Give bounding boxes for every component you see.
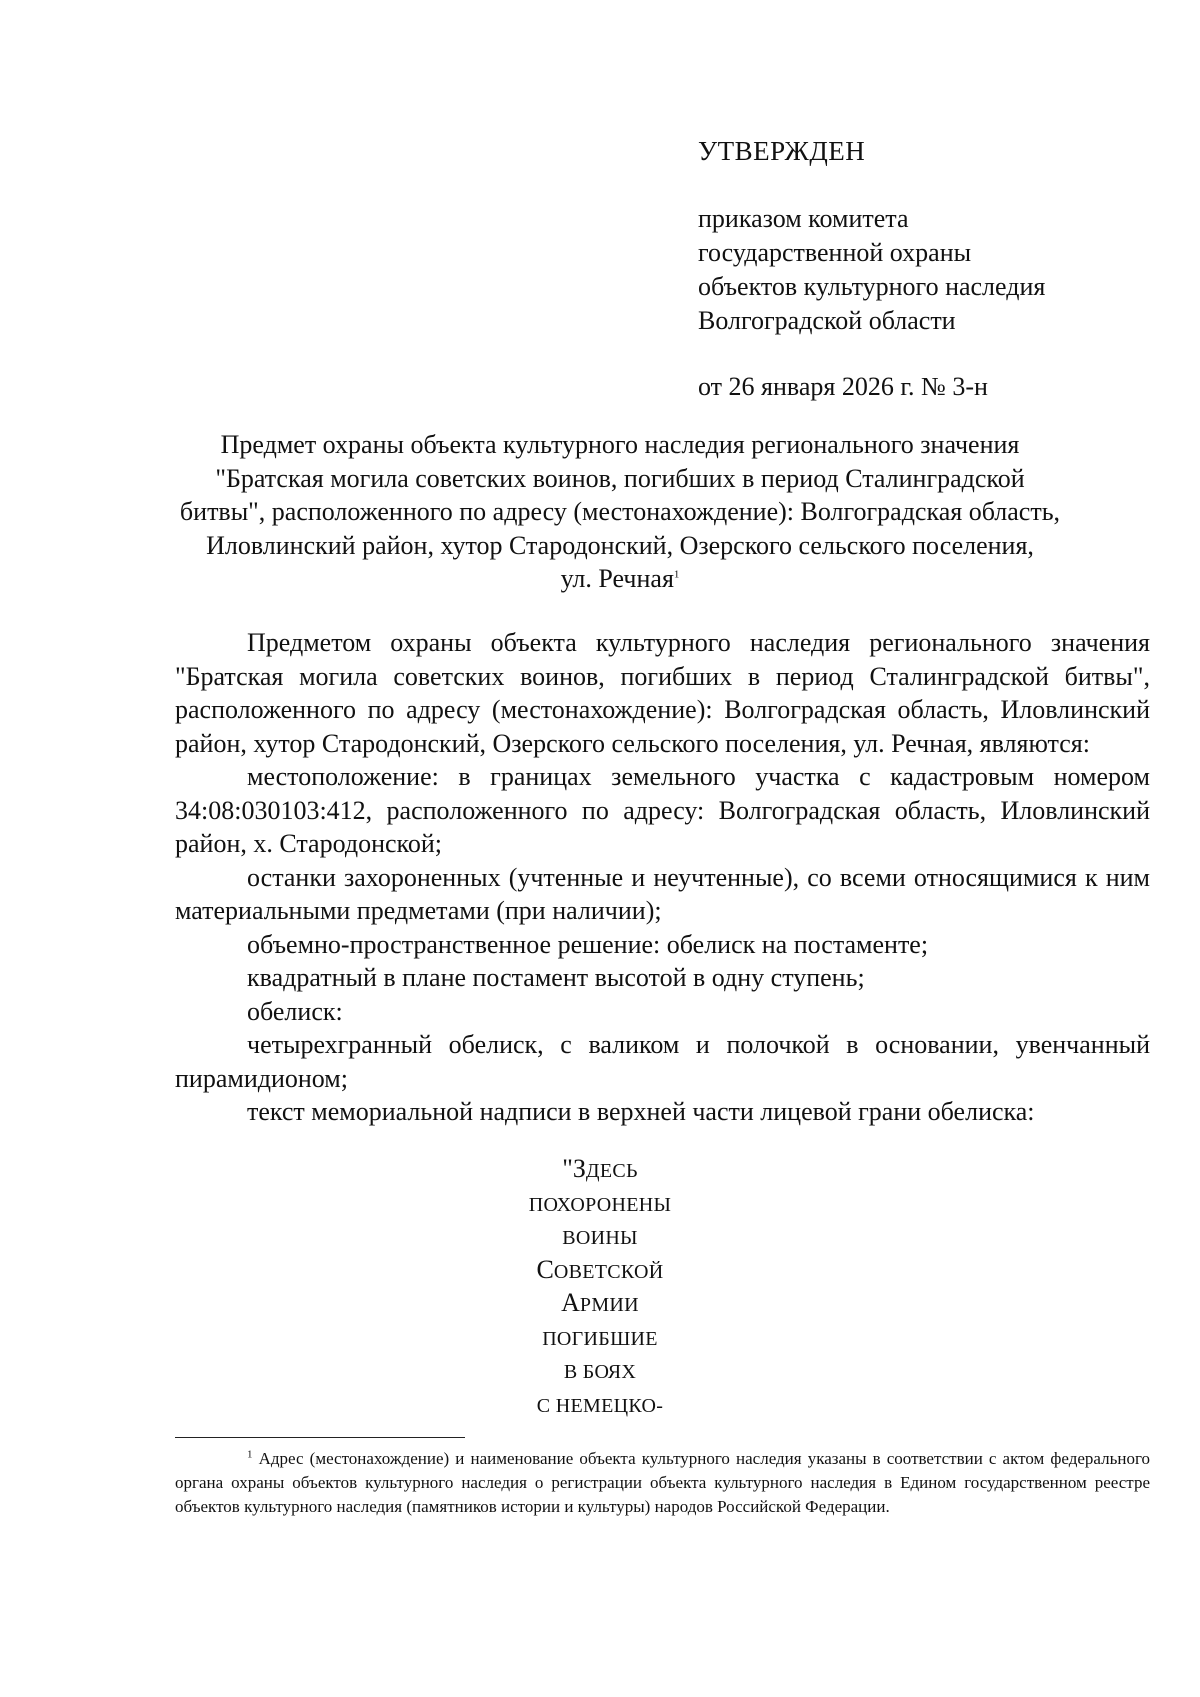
inscription-text: ПОГИБШИЕ — [542, 1327, 658, 1350]
approval-stamp-title: УТВЕРЖДЕН — [698, 136, 866, 166]
title-line: "Братская могила советских воинов, погибших в период Сталинградской — [215, 463, 1025, 493]
inscription-line — [400, 1387, 800, 1421]
approval-by-line: объектов культурного наследия — [698, 272, 1046, 301]
approval-by-line: приказом комитета — [698, 204, 909, 233]
inscription-text: В БОЯХ — [563, 1361, 637, 1383]
inscription-text: ОВЕТСКОЙ — [553, 1260, 664, 1283]
title-line: битвы", расположенного по адресу (местонахождение): Волгоградская область, — [179, 497, 1061, 526]
document-title — [170, 428, 1070, 596]
footnote-body — [175, 1447, 1150, 1519]
inscription-text: ПОХОРОНЕНЫ — [528, 1193, 672, 1216]
inscription-capital: А — [561, 1288, 580, 1317]
inscription-line — [400, 1219, 800, 1253]
document-body — [175, 626, 1150, 1129]
approval-date-line: от 26 января 2026 г. № 3-н — [698, 372, 988, 401]
inscription-text: ВОИНЫ — [562, 1227, 638, 1249]
intro-paragraph: Предметом охраны объекта культурного наследия регионального значения "Братская могила советских воинов, погибших в период Сталинградской битвы", расположенного по адресу (местонахождение): Волгоградская область, Иловлинский район, хутор Стародонский, Озерского сельского поселения, ул. Речная, являются: — [175, 628, 1150, 758]
memorial-inscription — [400, 1152, 800, 1420]
footnote-separator — [175, 1437, 465, 1438]
inscription-text: ДЕСЬ — [585, 1160, 638, 1182]
inscription-line — [400, 1253, 800, 1287]
title-line: Иловлинский район, хутор Стародонский, Озерского сельского поселения, — [206, 530, 1034, 560]
list-item: текст мемориальной надписи в верхней части лицевой грани обелиска: — [247, 1097, 1035, 1126]
inscription-line — [400, 1286, 800, 1320]
inscription-line — [400, 1186, 800, 1220]
inscription-line — [400, 1152, 800, 1186]
footnote-reference: 1 — [673, 568, 680, 581]
title-line-last — [170, 562, 1070, 596]
list-item: местоположение: в границах земельного участка с кадастровым номером 34:08:030103:412, расположенного по адресу: Волгоградская область, Иловлинский район, х. Стародонской; — [175, 762, 1150, 858]
inscription-text: РМИИ — [579, 1294, 639, 1316]
list-item: обелиск: — [247, 996, 343, 1026]
inscription-capital: С — [536, 1254, 554, 1284]
footnote-text: Адрес (местонахождение) и наименование объекта культурного наследия указаны в соответствии с актом федерального органа охраны объектов культурного наследия о регистрации объекта культурного наследия в Едином государственном реестре объектов культурного наследия (памятников истории и культуры) народов Российской Федерации. — [175, 1449, 1150, 1516]
approval-block — [698, 134, 1158, 404]
list-item: останки захороненных (учтенные и неучтенные), со всеми относящимися к ним материальными предметами (при наличии); — [175, 862, 1150, 925]
approval-by-line: государственной охраны — [698, 238, 972, 267]
inscription-text: С НЕМЕЦКО- — [536, 1394, 664, 1417]
title-line: ул. Речная — [560, 564, 674, 593]
footnote — [175, 1447, 1150, 1519]
list-item: четырехгранный обелиск, с валиком и полочкой в основании, увенчанный пирамидионом; — [175, 1030, 1150, 1093]
list-item: квадратный в плане постамент высотой в одну ступень; — [247, 963, 865, 992]
inscription-line — [400, 1320, 800, 1354]
title-line: Предмет охраны объекта культурного наследия регионального значения — [220, 430, 1020, 459]
inscription-capital: "З — [562, 1154, 586, 1183]
list-item: объемно-пространственное решение: обелиск на постаменте; — [247, 929, 929, 959]
approval-by-line: Волгоградской области — [698, 306, 956, 335]
inscription-line — [400, 1353, 800, 1387]
footnote-number: 1 — [247, 1448, 253, 1461]
